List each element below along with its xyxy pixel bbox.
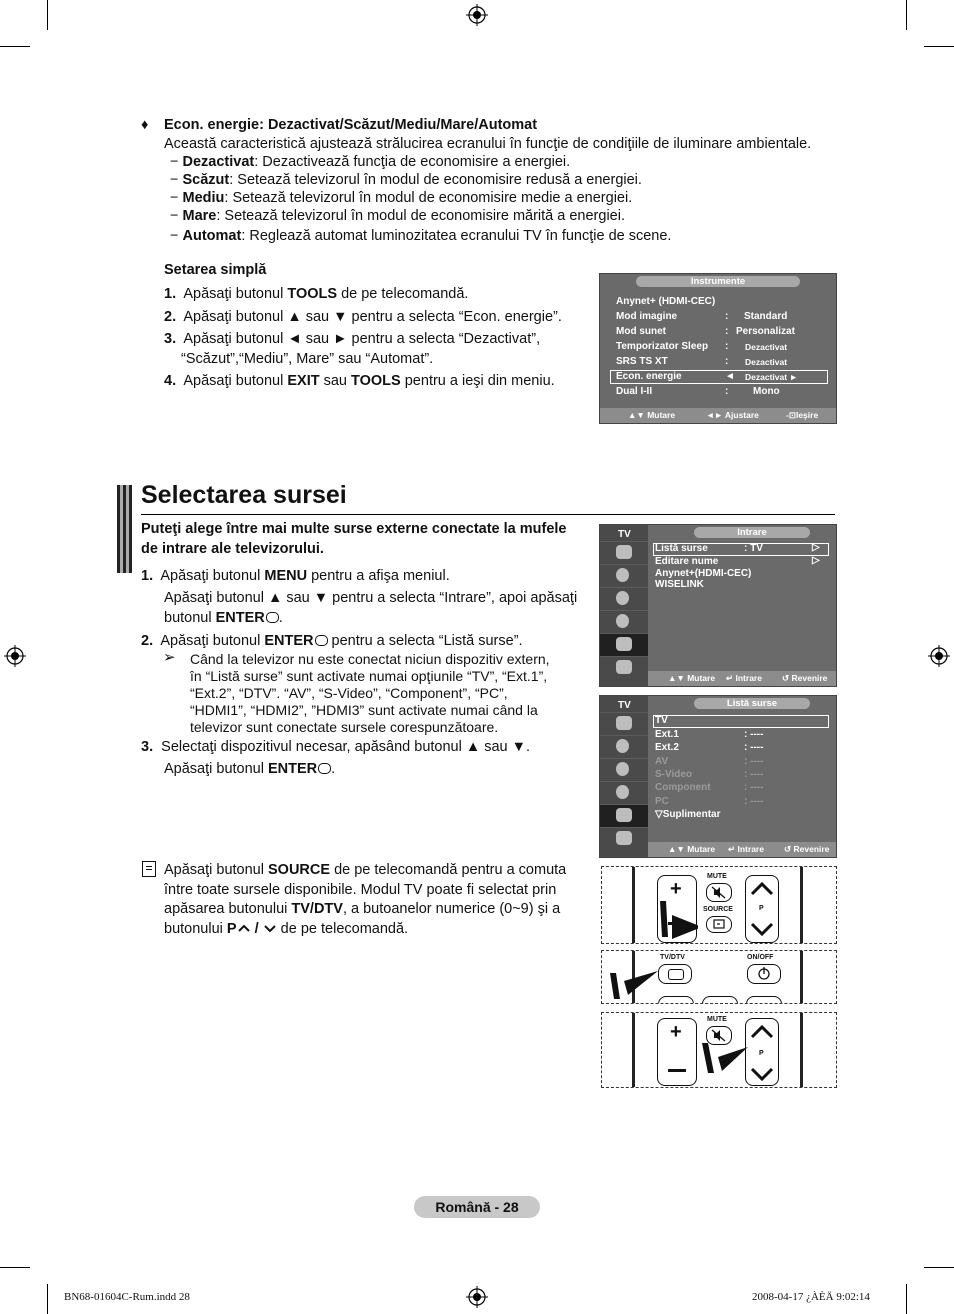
chevron-up-icon <box>237 923 251 933</box>
sound-menu-icon <box>600 735 648 758</box>
tip-line-2: între toate sursele disponibile. Modul TV poate fi selectat prin <box>164 882 557 898</box>
return-icon: ↺ <box>784 844 792 854</box>
tools-footer: ▲▼ Mutare ◄► Ajustare -⊡Ieşire <box>600 408 836 423</box>
section-intro-2: de intrare ale televizorului. <box>141 541 324 557</box>
pointer-hand-icon <box>610 969 660 999</box>
tools-row-dual: Dual I-II <box>616 386 653 397</box>
input-row-source-list[interactable]: Listă surse <box>655 543 708 554</box>
tools-row-srs: SRS TS XT <box>616 356 668 367</box>
source-step-1-cont2: butonul ENTER . <box>164 610 283 626</box>
source-list-sidebar <box>600 696 648 857</box>
sound-menu-icon <box>600 564 648 587</box>
source-row-pc-value: : ---- <box>744 796 764 807</box>
source-row-tv[interactable]: TV <box>655 715 668 726</box>
volume-rocker[interactable] <box>657 1018 697 1086</box>
tools-menu-screen <box>599 273 837 424</box>
number-button[interactable] <box>746 996 782 1004</box>
tvdtv-label: TV/DTV <box>660 954 685 961</box>
simple-step-3-cont: “Scăzut”,“Mediu”, Mare” sau “Automat”. <box>181 351 434 367</box>
plus-icon: + <box>670 878 682 900</box>
slug-file-name: BN68-01604C-Rum.indd 28 <box>64 1291 190 1303</box>
tip-line-3: apăsarea butonului TV/DTV, a butoanelor numerice (0~9) şi a <box>164 901 561 917</box>
channel-rocker[interactable] <box>745 875 779 943</box>
input-row-arrow-icon: ▷ <box>812 542 820 553</box>
econ-title: Econ. energie: Dezactivat/Scăzut/Mediu/Mare/Automat <box>164 117 538 133</box>
p-label: P <box>759 905 764 912</box>
source-row-ext2[interactable]: Ext.2 <box>655 742 679 753</box>
input-row-source-list-value: : TV <box>744 543 763 554</box>
crop-mark <box>924 1267 954 1268</box>
plus-icon: + <box>670 1021 682 1043</box>
mute-button[interactable] <box>706 883 732 902</box>
econ-item-dezactivat: − Dezactivat: Dezactivează funcţia de economisire a energiei. <box>170 154 571 170</box>
econ-bullet: ♦ <box>141 117 149 133</box>
input-menu-tv-label: TV <box>618 529 631 540</box>
crop-mark <box>47 1284 48 1314</box>
source-list-footer: ▲▼ Mutare ↵ Intrare ↺ Revenire <box>648 842 836 857</box>
tools-row-srs-value: Dezactivat <box>745 357 788 367</box>
mute-label: MUTE <box>707 873 727 880</box>
enter-icon <box>318 763 331 774</box>
simple-step-2: 2. Apăsaţi butonul ▲ sau ▼ pentru a selecta “Econ. energie”. <box>164 309 562 325</box>
source-row-component: Component <box>655 782 711 793</box>
picture-menu-icon <box>600 541 648 564</box>
section-divider <box>141 514 835 515</box>
tools-row-sleep-value: Dezactivat <box>745 342 788 352</box>
simple-step-4: 4. Apăsaţi butonul EXIT sau TOOLS pentru a ieşi din meniu. <box>164 373 555 389</box>
registration-mark-icon <box>466 4 488 26</box>
econ-item-mare: − Mare: Setează televizorul în modul de economisire mărită a energiei. <box>170 208 625 224</box>
tools-row-econ-left: ◄ <box>725 371 735 382</box>
section-marker-bar <box>117 485 132 573</box>
source-step-1: 1. Apăsaţi butonul MENU pentru a afişa meniul. <box>141 568 450 584</box>
input-menu-icon <box>600 633 648 656</box>
move-icon: ▲▼ <box>668 673 685 683</box>
econ-item-mediu: − Mediu: Setează televizorul în modul de economisire medie a energiei. <box>170 190 633 206</box>
registration-mark-icon <box>466 1286 488 1308</box>
tools-row-sleep: Temporizator Sleep <box>616 341 709 352</box>
tvdtv-button[interactable] <box>658 964 692 984</box>
slug-timestamp: 2008-04-17 ¿ÀÈÄ 9:02:14 <box>752 1291 870 1303</box>
source-selection-box <box>653 715 829 728</box>
input-row-anynet[interactable]: Anynet+(HDMI-CEC) <box>655 568 752 579</box>
move-icon: ▲▼ <box>668 844 685 854</box>
source-list-screen <box>599 695 837 858</box>
note-pad-icon <box>142 861 156 877</box>
tools-row-sleep-sep: : <box>725 341 729 352</box>
mute-label: MUTE <box>707 1016 727 1023</box>
exit-icon: -⊡ <box>786 410 796 420</box>
section-title: Selectarea sursei <box>141 481 347 509</box>
mute-icon <box>707 884 731 901</box>
input-row-arrow-icon: ▷ <box>812 555 820 566</box>
pointer-hand-icon <box>658 895 698 943</box>
simple-step-1: 1. Apăsaţi butonul TOOLS de pe telecomandă. <box>164 286 469 302</box>
picture-menu-icon <box>600 712 648 735</box>
section-intro-1: Puteţi alege între mai multe surse externe conectate la mufele <box>141 521 567 537</box>
tools-row-sound-value: Personalizat <box>736 326 795 337</box>
pointer-hand-icon <box>700 1039 752 1087</box>
input-footer: ▲▼ Mutare ↵ Intrare ↺ Revenire <box>648 671 836 686</box>
number-button[interactable] <box>658 996 694 1004</box>
registration-mark-icon <box>4 645 26 667</box>
input-row-wiselink[interactable]: WISELINK <box>655 579 704 590</box>
source-list-title: Listă surse <box>694 698 810 709</box>
tools-row-dual-sep: : <box>725 386 729 397</box>
tools-row-picture-value: Standard <box>744 311 788 322</box>
p-label: P <box>759 1050 764 1057</box>
channel-menu-icon <box>600 587 648 610</box>
crop-mark <box>0 46 30 47</box>
source-note: Când la televizor nu este conectat niciun dispozitiv extern, în “Listă surse” sunt activate numai opţiunile “TV”, “Ext.1”, “Ext.2”, “DTV”. “AV”, “S-Video”, “Component”, “PC”, “HDMI1”, “HDMI2”, ”HDMI3” sunt activate numai când la televizor sunt conectate sursele corespunzătoare. <box>190 651 550 735</box>
source-row-pc: PC <box>655 796 669 807</box>
econ-description: Această caracteristică ajustează strălucirea ecranului în funcţie de condiţiile de iluminare ambientale. <box>164 136 812 152</box>
tools-row-picture-sep: : <box>725 311 729 322</box>
simple-step-3: 3. Apăsaţi butonul ◄ sau ► pentru a selecta “Dezactivat”, <box>164 331 541 347</box>
source-row-ext1[interactable]: Ext.1 <box>655 729 679 740</box>
number-button[interactable] <box>702 996 738 1004</box>
source-step-1-cont: Apăsaţi butonul ▲ sau ▼ pentru a selecta “Intrare”, apoi apăsaţi <box>164 590 578 606</box>
input-menu-screen <box>599 524 837 687</box>
tools-row-srs-sep: : <box>725 356 729 367</box>
power-button[interactable] <box>747 964 781 984</box>
power-icon <box>748 965 780 983</box>
registration-mark-icon <box>928 645 950 667</box>
tools-row-picture: Mod imagine <box>616 311 678 322</box>
source-label: SOURCE <box>703 906 733 913</box>
enter-icon: ↵ <box>726 673 734 683</box>
econ-item-scazut: − Scăzut: Setează televizorul în modul de economisire redusă a energiei. <box>170 172 642 188</box>
remote-channel-illustration <box>601 1012 837 1088</box>
input-menu-title: Intrare <box>694 527 810 538</box>
support-menu-icon <box>600 656 648 679</box>
chevron-down-icon <box>263 923 277 933</box>
crop-mark <box>906 0 907 30</box>
support-menu-icon <box>600 827 648 850</box>
source-row-svideo: S-Video <box>655 769 693 780</box>
enter-icon <box>266 612 279 623</box>
source-step-3-cont: Apăsaţi butonul ENTER . <box>164 761 336 777</box>
source-row-component-value: : ---- <box>744 782 764 793</box>
setup-menu-icon <box>600 781 648 804</box>
remote-tvdtv-illustration <box>601 950 837 1004</box>
crop-mark <box>47 0 48 30</box>
remote-source-illustration <box>601 866 837 944</box>
source-row-more[interactable]: ▽Suplimentar <box>655 809 721 820</box>
setup-menu-icon <box>600 610 648 633</box>
tools-row-dual-value: Mono <box>753 386 780 397</box>
input-menu-sidebar <box>600 525 648 686</box>
tip-line-4: butonului P / de pe telecomandă. <box>164 921 409 937</box>
source-list-tv-label: TV <box>618 700 631 711</box>
minus-icon <box>668 1069 686 1072</box>
tools-row-anynet: Anynet+ (HDMI-CEC) <box>616 296 716 307</box>
source-row-av: AV <box>655 756 669 767</box>
tools-row-sound: Mod sunet <box>616 326 666 337</box>
move-icon: ▲▼ <box>628 410 645 420</box>
source-step-3: 3. Selectaţi dispozitivul necesar, apăsând butonul ▲ sau ▼. <box>141 739 531 755</box>
simple-setup-heading: Setarea simplă <box>164 262 267 278</box>
input-row-edit-name[interactable]: Editare nume <box>655 556 719 567</box>
channel-menu-icon <box>600 758 648 781</box>
input-menu-icon <box>600 804 648 827</box>
page-number-badge: Română - 28 <box>414 1196 540 1218</box>
adjust-icon: ◄► <box>706 410 723 420</box>
enter-icon: ↵ <box>728 844 736 854</box>
econ-item-automat: − Automat: Reglează automat luminozitatea ecranului TV în funcţie de scene. <box>170 228 672 244</box>
source-row-ext1-value: : ---- <box>744 729 764 740</box>
source-row-av-value: : ---- <box>744 756 764 767</box>
source-icon <box>707 917 731 932</box>
source-step-2: 2. Apăsaţi butonul ENTER pentru a selecta “Listă surse”. <box>141 633 523 649</box>
note-arrow-icon: ➢ <box>163 649 176 666</box>
tools-row-sound-sep: : <box>725 326 729 337</box>
crop-mark <box>924 46 954 47</box>
source-button[interactable] <box>706 916 732 933</box>
crop-mark <box>0 1267 30 1268</box>
onoff-label: ON/OFF <box>747 954 774 961</box>
enter-icon <box>315 635 328 646</box>
tools-row-econ[interactable]: Econ. energie <box>616 371 682 382</box>
tip-line-1: Apăsaţi butonul SOURCE de pe telecomandă pentru a comuta <box>164 862 567 878</box>
source-row-ext2-value: : ---- <box>744 742 764 753</box>
tools-row-econ-value: Dezactivat ► <box>745 372 798 382</box>
crop-mark <box>906 1284 907 1314</box>
source-row-svideo-value: : ---- <box>744 769 764 780</box>
tools-menu-title: Instrumente <box>636 276 800 287</box>
return-icon: ↺ <box>782 673 790 683</box>
